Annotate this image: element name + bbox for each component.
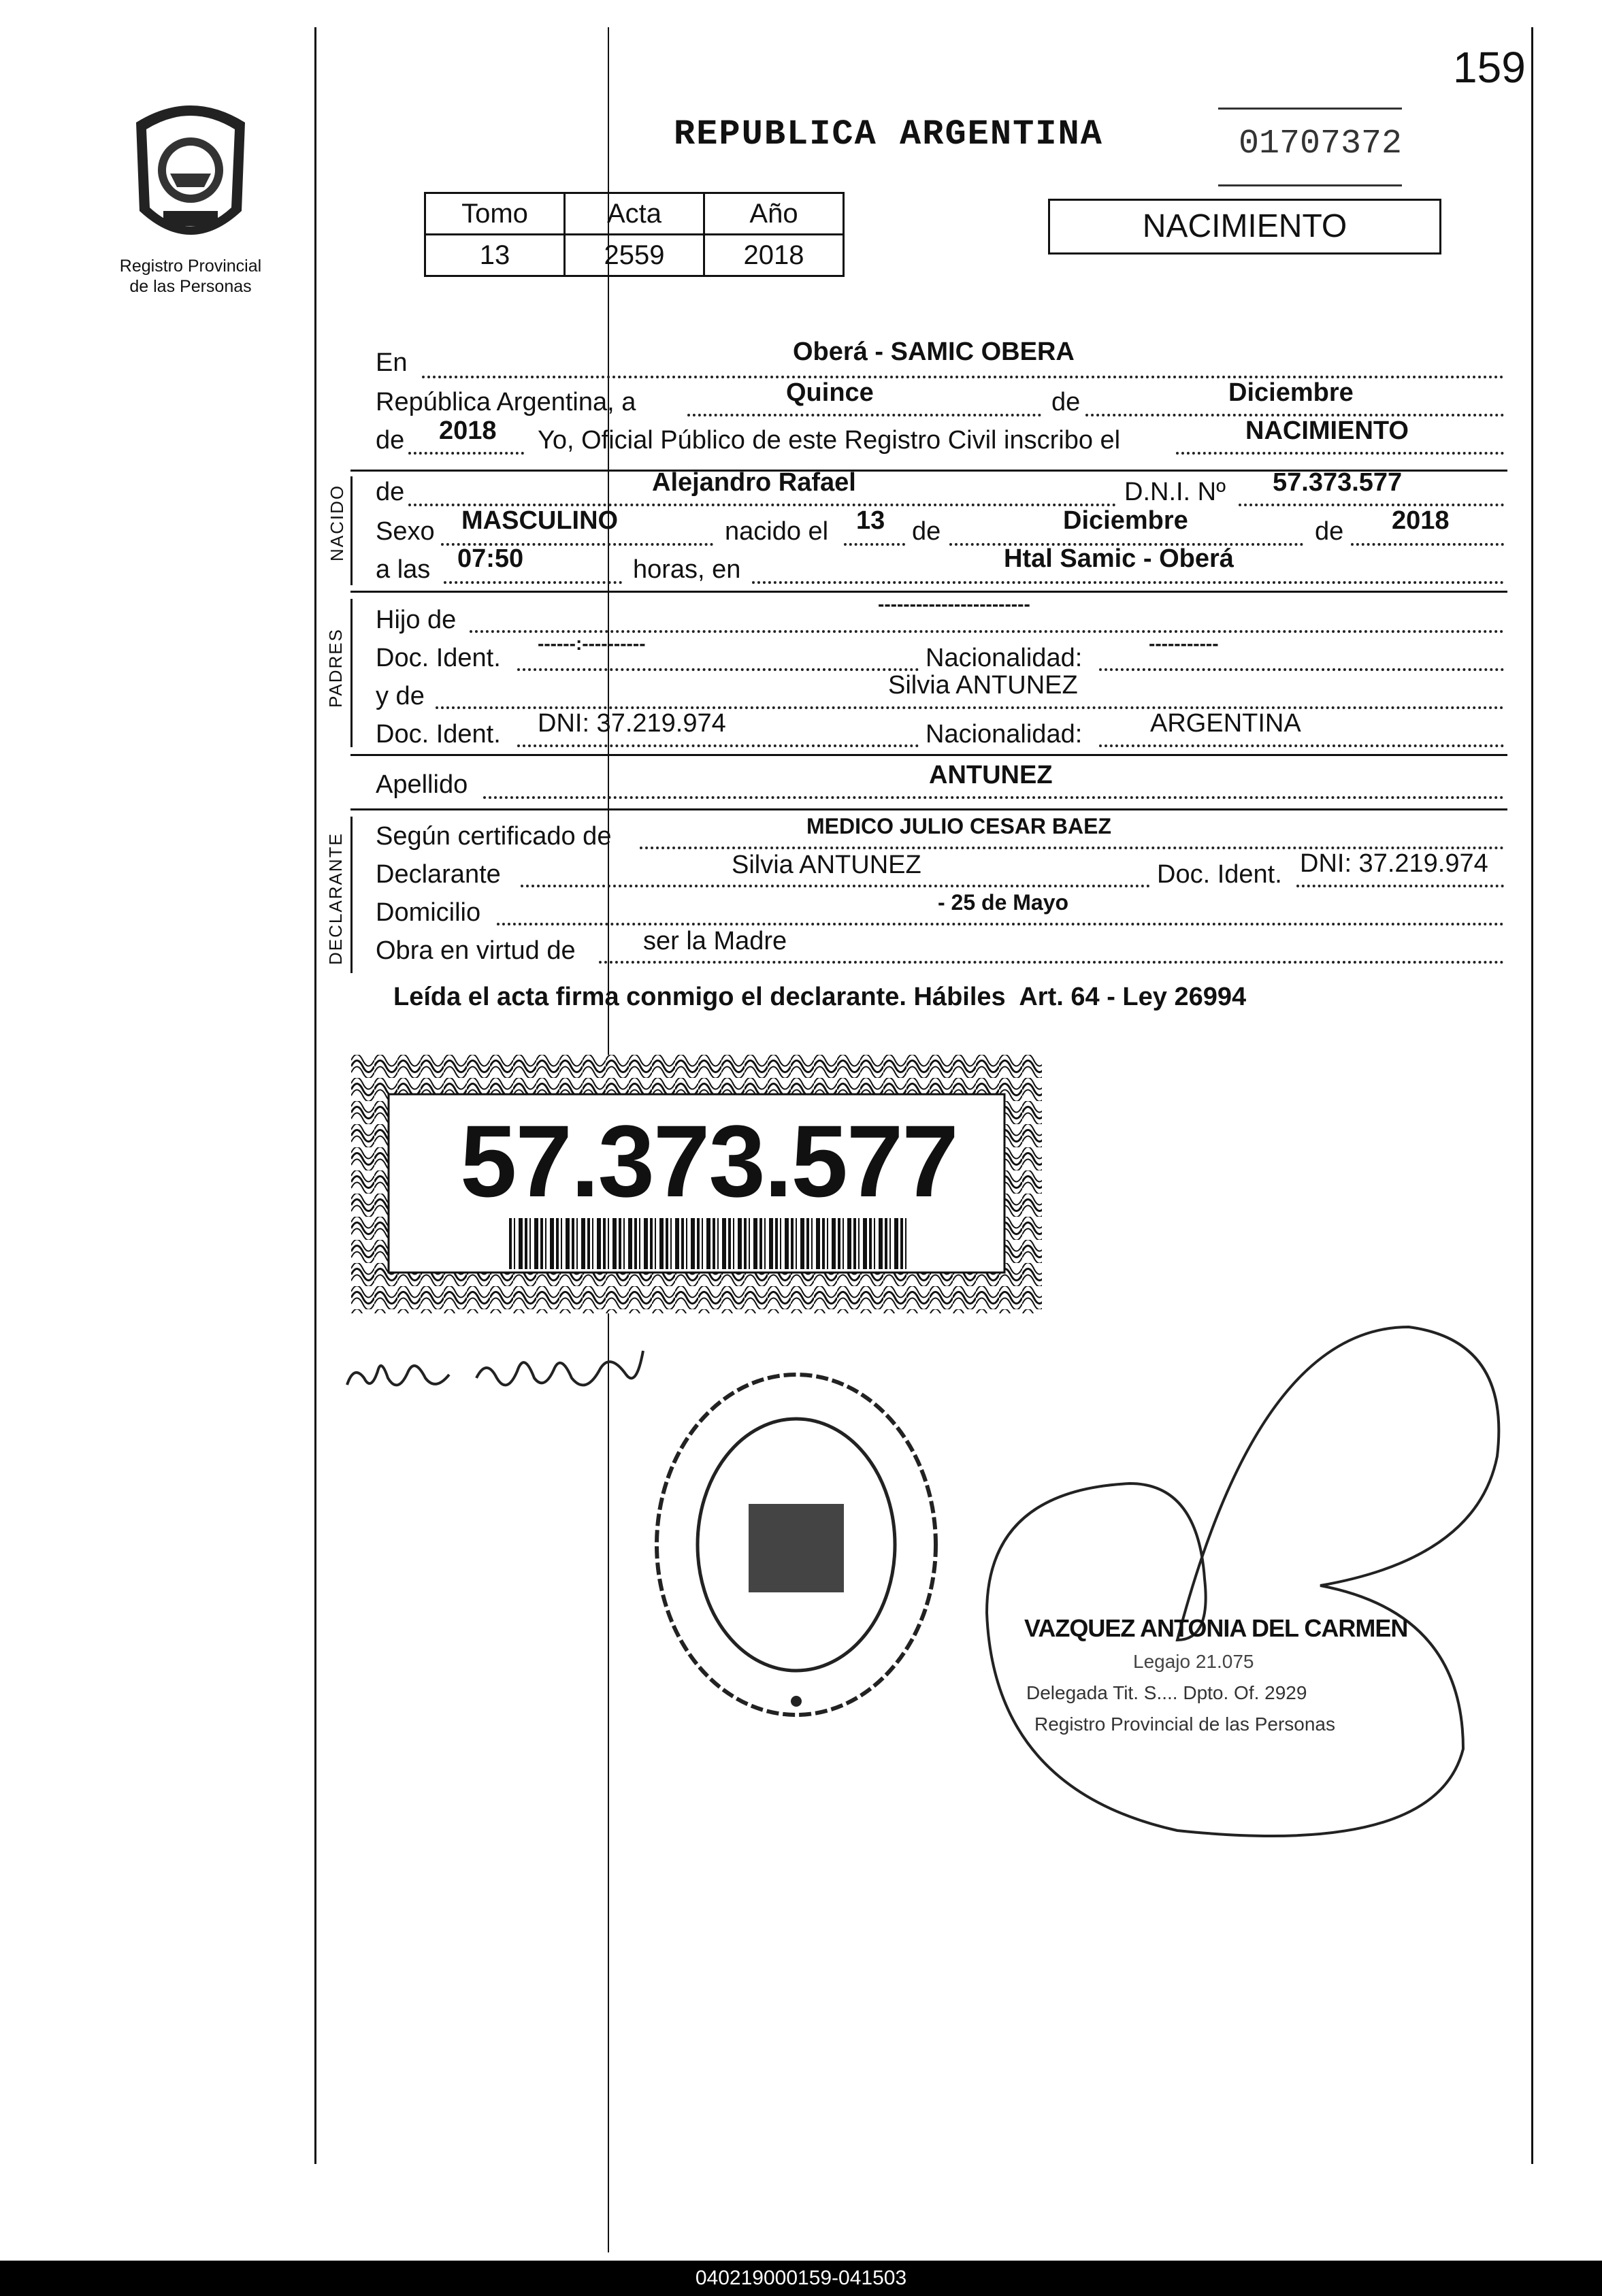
section-divider [350,591,1507,593]
dotted-line [444,581,622,584]
table-value-acta: 2559 [565,235,704,276]
official-registry: Registro Provincial de las Personas [1034,1713,1335,1735]
birth-month-value: Diciembre [1063,506,1188,535]
handwritten-signature [340,1330,653,1409]
nacionalidad-label: Nacionalidad: [926,644,1083,672]
declarante-label: Declarante [376,860,501,889]
closing-statement: Leída el acta firma conmigo el declarante. Hábiles Art. 64 - Ley 26994 [393,983,1247,1011]
day-value: Quince [786,378,874,407]
de-label-2: de [376,426,405,455]
domicilio-value: - 25 de Mayo [938,890,1069,915]
country-title: REPUBLICA ARGENTINA [674,114,1103,154]
certificate-value: MEDICO JULIO CESAR BAEZ [806,814,1112,838]
declarante-bar [350,817,353,973]
yo-text: Yo, Oficial Público de este Registro Civil inscribo el [538,426,1121,455]
time-value: 07:50 [457,544,524,573]
nacido-bar [350,476,353,585]
declarante-doc-value: DNI: 37.219.974 [1300,849,1488,878]
dotted-line [1099,744,1504,747]
father-value: ------------------------ [878,593,1030,614]
page-number: 159 [1453,43,1526,92]
en-label: En [376,348,408,377]
dotted-line [1176,452,1504,455]
de-label: de [1051,388,1081,416]
official-legajo: Legajo 21.075 [1133,1651,1254,1672]
table-header-ano: Año [704,193,844,235]
child-name-value: Alejandro Rafael [652,468,856,497]
dotted-line [517,744,919,747]
dotted-line [483,796,1504,799]
footer-code: 040219000159-041503 [0,2261,1602,2296]
obra-value: ser la Madre [643,927,787,955]
act-value: NACIMIENTO [1245,416,1409,445]
horas-label: horas, en [633,555,741,584]
y-de-label: y de [376,682,425,710]
dotted-line [1239,504,1504,506]
sexo-value: MASCULINO [461,506,619,535]
month-value: Diciembre [1228,378,1354,407]
table-value-tomo: 13 [425,235,565,276]
hijo-de-label: Hijo de [376,606,457,634]
birth-day-value: 13 [856,506,885,535]
republica-label: República Argentina, a [376,388,636,416]
dotted-line [687,414,1041,416]
official-title: Delegada Tit. S.... Dpto. Of. 2929 [1026,1682,1307,1703]
domicilio-label: Domicilio [376,898,481,927]
de-label-birth: de [912,517,941,546]
dotted-line [521,885,1150,887]
obra-label: Obra en virtud de [376,936,576,965]
registry-name [88,256,293,297]
sticker-barcode [509,1218,907,1269]
doc-ident-label-2: Doc. Ident. [376,720,501,749]
dotted-line [844,543,905,546]
mother-doc-value: DNI: 37.219.974 [538,709,726,738]
registry-name-line1: Registro Provincial [119,257,262,276]
dotted-line [1099,668,1504,671]
registry-name-line2: de las Personas [129,277,252,296]
dotted-line [517,668,919,671]
left-margin-line [314,27,316,2164]
registry-seal-logo [122,95,259,252]
official-signature [973,1273,1518,1875]
mother-value: Silvia ANTUNEZ [888,671,1078,700]
dotted-line [1296,885,1504,887]
dotted-line [497,923,1504,925]
right-margin-line [1531,27,1533,2164]
dni-label: D.N.I. Nº [1124,478,1226,506]
de-label-birth-2: de [1315,517,1344,546]
segun-certificado-label: Según certificado de [376,822,612,851]
dotted-line [1351,543,1504,546]
serial-number: 01707372 [1239,125,1403,163]
apellido-value: ANTUNEZ [929,761,1053,789]
padres-bar [350,599,353,747]
official-name: VAZQUEZ ANTONIA DEL CARMEN [1024,1614,1408,1642]
table-header-tomo: Tomo [425,193,565,235]
declarante-section-label: DECLARANTE [325,832,346,965]
year-value: 2018 [439,416,497,445]
mother-nac-value: ARGENTINA [1150,709,1301,738]
nacido-el-label: nacido el [725,517,829,546]
record-type-box: NACIMIENTO [1048,199,1441,255]
dni-sticker [351,1055,1042,1313]
de-label: de [376,478,405,506]
padres-section-label: PADRES [325,628,346,708]
record-table [424,192,845,277]
section-divider [350,808,1507,810]
dotted-line [599,961,1504,964]
serial-stamp [1218,108,1402,186]
table-header-acta: Acta [565,193,704,235]
father-nac-value: ----------- [1149,633,1219,654]
nacionalidad-label-2: Nacionalidad: [926,720,1083,749]
sexo-label: Sexo [376,517,435,546]
apellido-label: Apellido [376,770,468,799]
alas-label: a las [376,555,431,584]
declarante-value: Silvia ANTUNEZ [732,851,921,879]
place-value: Oberá - SAMIC OBERA [793,338,1075,366]
birth-year-value: 2018 [1392,506,1450,535]
father-doc-value: ------:---------- [538,633,646,654]
doc-ident-label: Doc. Ident. [376,644,501,672]
table-value-ano: 2018 [704,235,844,276]
dotted-line [408,452,524,455]
nacido-section-label: NACIDO [327,484,347,561]
sticker-number: 57.373.577 [460,1104,958,1218]
birth-place-value: Htal Samic - Oberá [1004,544,1234,573]
registry-stamp [647,1368,946,1722]
child-dni-value: 57.373.577 [1273,468,1403,497]
dotted-line [752,581,1504,584]
doc-ident-label-decl: Doc. Ident. [1157,860,1282,889]
section-divider [350,754,1507,756]
